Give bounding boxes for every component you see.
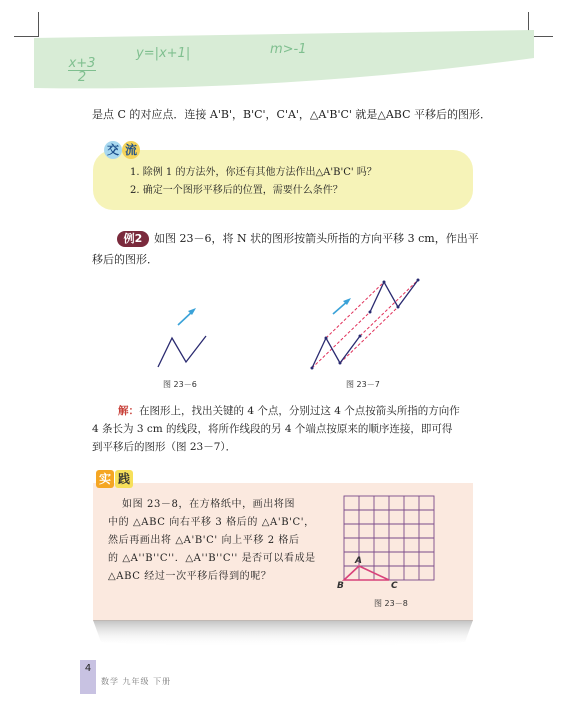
exchange-badge-char-1: 交	[104, 141, 122, 159]
figure-23-7-caption: 图 23－7	[346, 380, 380, 389]
practice-line-2: 中的 △ABC 向右平移 3 格后的 △A'B'C'，	[108, 517, 315, 528]
figure-23-6-caption: 图 23－6	[163, 380, 197, 389]
header-formula-abs: y=|x+1|	[136, 46, 191, 61]
figure-23-7-original-shape	[312, 336, 360, 368]
solution-label: 解：	[118, 405, 139, 417]
point-label-b: B	[337, 581, 344, 591]
example-2-line-1: 如图 23－6，将 N 状的图形按箭头所指的方向平移 3 cm，作出平	[154, 232, 479, 245]
solution-line-2: 4 条长为 3 cm 的线段，将所作线段的另 4 个端点按原来的顺序连接，即可得	[92, 423, 453, 435]
figure-23-7-translated-shape	[370, 280, 418, 312]
exchange-question-2: 2. 确定一个图形平移后的位置，需要什么条件？	[130, 185, 343, 196]
figure-23-7-key-points	[311, 279, 420, 370]
point-label-a: A	[355, 556, 362, 566]
header-formula-inequality: m>-1	[270, 42, 307, 57]
solution-line-3: 到平移后的图形（图 23－7）．	[92, 441, 237, 453]
example-2-label: 例2	[117, 231, 149, 247]
practice-box-shadow	[93, 620, 473, 650]
figure-23-7-translation-segments	[312, 280, 418, 368]
practice-line-1: 如图 23－8，在方格纸中，画出将图	[122, 499, 296, 510]
exchange-question-1: 1. 除例 1 的方法外，你还有其他方法作出△A'B'C' 吗？	[130, 167, 377, 178]
figure-23-6	[150, 300, 220, 375]
exchange-badge-char-2: 流	[122, 141, 140, 159]
practice-line-3: 然后再画出将 △A'B'C' 向上平移 2 格后	[108, 535, 300, 546]
book-title: 数学 九年级 下册	[101, 677, 172, 686]
practice-line-4: 的 △A''B''C''．△A''B''C'' 是否可以看成是	[108, 553, 316, 564]
figure-23-8-grid	[336, 490, 446, 590]
page-number: 4	[84, 663, 92, 674]
solution-line-1	[118, 403, 460, 419]
example-2-line-2: 移后的图形．	[92, 253, 158, 266]
point-label-c: C	[391, 581, 398, 591]
figure-23-7	[300, 270, 430, 375]
figure-23-6-n-shape	[158, 336, 206, 367]
header-band	[34, 30, 534, 92]
triangle-abc	[344, 566, 389, 580]
header-formula-fraction	[68, 57, 96, 84]
intro-text: 是点 C 的对应点．连接 A'B'，B'C'，C'A'，△A'B'C' 就是△ABC 平移后的图形．	[92, 108, 492, 121]
practice-badge-char-2: 践	[115, 470, 133, 488]
figure-23-8-caption: 图 23－8	[374, 599, 408, 608]
practice-line-5: △ABC 经过一次平移后得到的呢？	[108, 571, 272, 582]
solution-text-1: 在图形上，找出关键的 4 个点，分别过这 4 个点按箭头所指的方向作	[139, 405, 460, 417]
header-formula-numerator: x+3	[68, 56, 96, 71]
header-formula-denominator: 2	[77, 70, 87, 85]
practice-badge-char-1: 实	[96, 470, 114, 488]
